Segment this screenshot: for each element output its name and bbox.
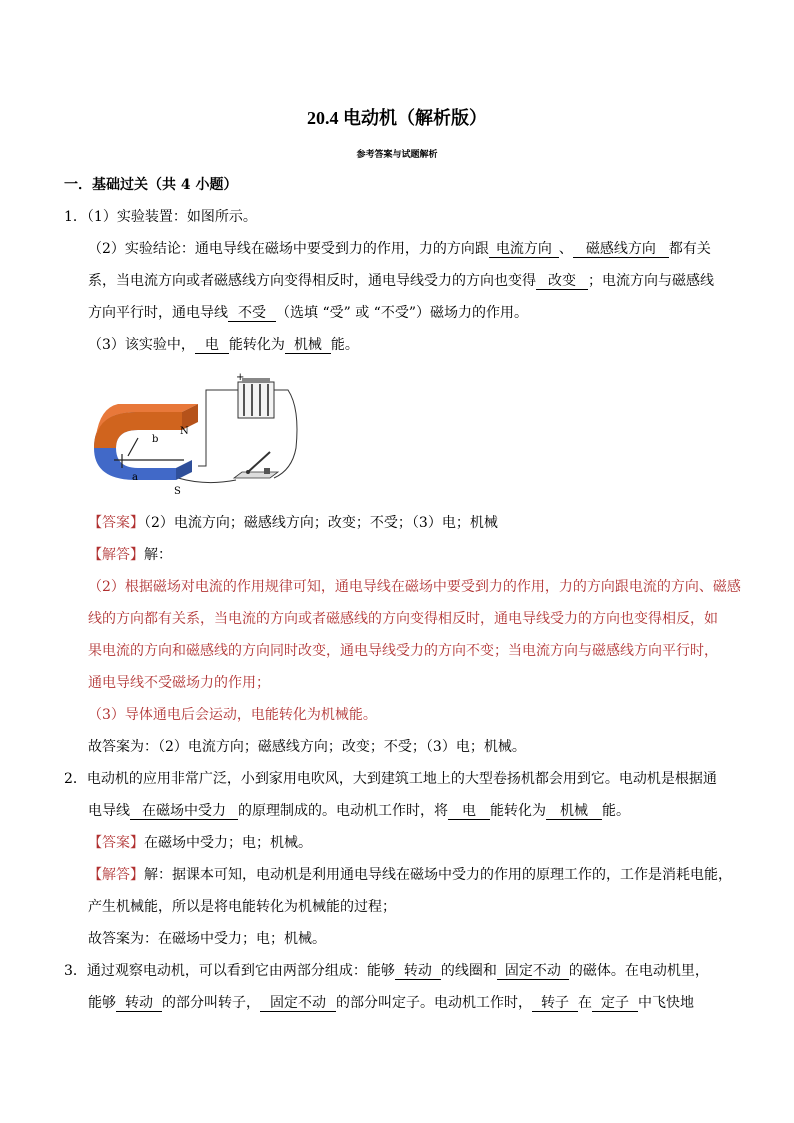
- q2-analysis-2: 产生机械能，所以是将电能转化为机械能的过程；: [88, 899, 396, 915]
- switch-icon: [234, 452, 278, 478]
- q1-final-answer: 故答案为：（2）电流方向；磁感线方向；改变；不受；（3）电；机械。: [88, 739, 526, 755]
- analysis-tag: 【解答】: [88, 547, 144, 563]
- q1-analysis-2: 线的方向都有关系，当电流的方向或者磁感线的方向变得相反时，通电导线受力的方向也变得相反，如: [88, 611, 718, 627]
- q3-blank-6: 定子: [592, 995, 638, 1012]
- q2-analysis-1: 【解答】解：据课本可知，电动机是利用通电导线在磁场中受力的作用的原理工作的，工作是消耗电能，: [88, 867, 732, 883]
- answer-tag: 【答案】: [88, 515, 144, 531]
- label-s: S: [174, 486, 181, 497]
- q2-blank-2: 电: [448, 803, 490, 820]
- q2-blank-1: 在磁场中受力: [130, 803, 238, 820]
- q1-analysis-4: 通电导线不受磁场力的作用；: [88, 675, 270, 691]
- label-plus: +: [236, 372, 245, 383]
- wire-bottom: [178, 478, 236, 483]
- magnet-side-face-s: [176, 460, 192, 480]
- q1-part2-line3: 方向平行时，通电导线 不受 （选填 “受” 或 “不受”）磁场力的作用。: [88, 305, 528, 321]
- q2-blank-3: 机械: [546, 803, 602, 820]
- q3-blank-5: 转子: [532, 995, 578, 1012]
- label-a: a: [132, 472, 138, 483]
- page-title: 20.4 电动机（解析版）: [307, 108, 487, 128]
- q1-blank-4: 不受: [228, 305, 276, 322]
- q1-analysis-5: （3）导体通电后会运动，电能转化为机械能。: [88, 707, 377, 723]
- q3-blank-4: 固定不动: [260, 995, 336, 1012]
- q1-blank-6: 机械: [285, 337, 331, 354]
- battery-icon: [238, 378, 274, 418]
- q1-blank-1: 电流方向: [489, 241, 559, 258]
- q1-analysis-1: （2）根据磁场对电流的作用规律可知，通电导线在磁场中要受到力的作用，力的方向跟电流的方向、磁感: [88, 579, 741, 595]
- q1-blank-2: 磁感线方向: [573, 241, 669, 258]
- q3-blank-1: 转动: [395, 963, 441, 980]
- q2-line2: 电导线 在磁场中受力 的原理制成的。电动机工作时，将 电 能转化为 机械 能。: [88, 803, 630, 819]
- wire-top: [198, 390, 238, 466]
- label-b: b: [152, 434, 159, 445]
- q1-blank-3: 改变: [536, 273, 588, 290]
- q1-analysis-3: 果电流的方向和磁感线的方向同时改变，通电导线受力的方向不变；当电流方向与磁感线方向平行时，: [88, 643, 718, 659]
- q1-part2-line2: 系，当电流方向或者磁感线方向变得相反时，通电导线受力的方向也变得 改变 ；电流方向与磁感线: [88, 273, 714, 289]
- q2-final-answer: 故答案为：在磁场中受力；电；机械。: [88, 931, 326, 947]
- label-n: N: [180, 426, 189, 437]
- section-heading: 一．基础过关（共 4 小题）: [64, 177, 238, 193]
- q1-answer: 【答案】（2）电流方向；磁感线方向；改变；不受；（3）电；机械: [88, 515, 498, 531]
- conductor-rod: [122, 438, 138, 468]
- q3-blank-2: 固定不动: [497, 963, 569, 980]
- q1-part3: （3）该实验中， 电 能转化为 机械 能。: [88, 337, 359, 353]
- motor-experiment-figure: [88, 368, 326, 498]
- q2-answer: 【答案】在磁场中受力；电；机械。: [88, 835, 312, 851]
- q2-line1: 2．电动机的应用非常广泛，小到家用电吹风，大到建筑工地上的大型卷扬机都会用到它。电动机是根据通: [64, 771, 717, 787]
- q1-blank-5: 电: [195, 337, 229, 354]
- q1-analysis-tag: 【解答】解：: [88, 547, 172, 563]
- q1-part2-line1: （2）实验结论：通电导线在磁场中要受到力的作用，力的方向跟 电流方向 、 磁感线方向 都有关: [88, 241, 711, 257]
- wire-right: [272, 390, 297, 478]
- page-subtitle: 参考答案与试题解析: [356, 150, 438, 160]
- q1-intro: 1．（1）实验装置：如图所示。: [64, 209, 257, 225]
- q3-line2: 能够 转动 的部分叫转子， 固定不动 的部分叫定子。电动机工作时， 转子 在 定子 中飞快地: [88, 995, 694, 1011]
- q3-blank-3: 转动: [116, 995, 162, 1012]
- q3-line1: 3．通过观察电动机，可以看到它由两部分组成：能够 转动 的线圈和 固定不动 的磁体。在电动机里，: [64, 963, 709, 979]
